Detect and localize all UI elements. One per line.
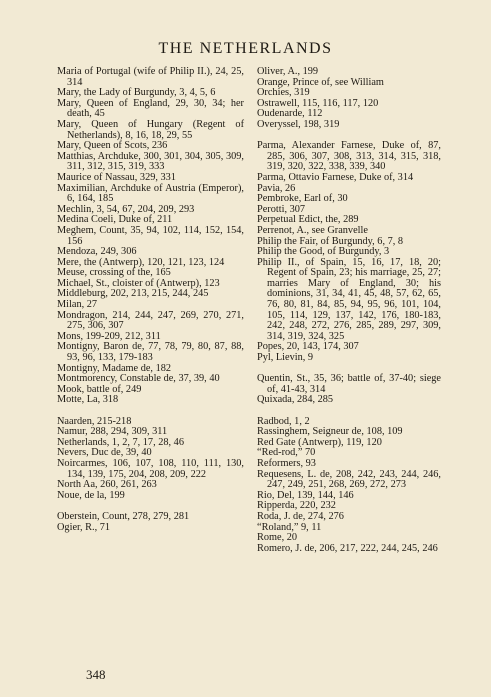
index-entry: Naarden, 215-218 (57, 415, 132, 427)
index-entry: Perpetual Edict, the, 289 (257, 214, 359, 226)
index-entry: Mons, 199-209, 212, 311 (57, 330, 161, 342)
index-entry: Requesens, L. de, 208, 242, 243, 244, 246, 247, 249, 251, 268, 269, 272, 273 (257, 468, 441, 491)
index-column-left (57, 67, 244, 533)
index-entry: “Red-rod,” 70 (257, 447, 316, 459)
index-entry: Philip II., of Spain, 15, 16, 17, 18, 20; Regent of Spain, 23; his marriage, 25, 27; marries Mary of England, 30; his dominions, 31, 34, 41, 45, 48, 57, 62, 65, 76, 80, 81, 84, 85, 94, 95, 96, 101, 104, 105, 114, 129, 137, 142, 176, 180-183, 242, 248, 272, 276, 285, 289, 297, 309, 314, 319, 324, 325 (257, 256, 441, 342)
index-entry: Romero, J. de, 206, 217, 222, 244, 245, 246 (257, 542, 438, 554)
index-entry: “Roland,” 9, 11 (257, 521, 322, 533)
index-entry: Pavia, 26 (257, 182, 296, 194)
index-entry: Maria of Portugal (wife of Philip II.), 24, 25, 314 (57, 66, 244, 88)
index-entry: Montigny, Baron de, 77, 78, 79, 80, 87, 88, 93, 96, 133, 179-183 (57, 341, 244, 364)
index-entry: Milan, 27 (57, 299, 98, 311)
index-entry: Ostrawell, 115, 116, 117, 120 (257, 97, 379, 109)
index-entry: Parma, Alexander Farnese, Duke of, 87, 285, 306, 307, 308, 313, 314, 315, 318, 319, 320, 322, 338, 339, 340 (257, 140, 441, 173)
index-entry: Nevers, Duc de, 39, 40 (57, 447, 152, 459)
index-entry: Mendoza, 249, 306 (57, 246, 137, 258)
index-entry: Red Gate (Antwerp), 119, 120 (257, 436, 382, 448)
index-entry: Orchies, 319 (257, 87, 310, 99)
index-entry: Mary, Queen of Scots, 236 (57, 140, 168, 152)
index-entry: Oberstein, Count, 278, 279, 281 (57, 510, 190, 522)
index-entry: Meghem, Count, 35, 94, 102, 114, 152, 154, 156 (57, 224, 244, 247)
index-entry: Meuse, crossing of the, 165 (57, 267, 171, 279)
index-entry: Ripperda, 220, 232 (257, 500, 336, 512)
index-entry: Rassinghem, Seigneur de, 108, 109 (257, 426, 403, 438)
index-entry: Motte, La, 318 (57, 394, 119, 406)
index-entry: Philip the Good, of Burgundy, 3 (257, 246, 390, 258)
index-entry: Perotti, 307 (257, 203, 306, 215)
index-column-right (257, 67, 441, 554)
index-entry: Montigny, Madame de, 182 (57, 362, 172, 374)
index-entry: Radbod, 1, 2 (257, 415, 310, 427)
index-entry: Overyssel, 198, 319 (257, 118, 340, 130)
index-entry: Rio, Del, 139, 144, 146 (257, 489, 354, 501)
index-entry: Quentin, St., 35, 36; battle of, 37-40; siege of, 41-43, 314 (257, 373, 441, 395)
index-entry: Pembroke, Earl of, 30 (257, 193, 348, 205)
index-entry: Noue, de la, 199 (57, 489, 125, 501)
index-entry: Oliver, A., 199 (257, 66, 319, 77)
index-entry: Quixada, 284, 285 (257, 394, 334, 406)
index-entry: Matthias, Archduke, 300, 301, 304, 305, 309, 311, 312, 315, 319, 333 (57, 150, 244, 173)
index-entry: Rome, 20 (257, 532, 298, 544)
page-title: THE NETHERLANDS (158, 40, 333, 57)
index-entry: Parma, Ottavio Farnese, Duke of, 314 (257, 171, 414, 183)
index-entry: Maximilian, Archduke of Austria (Emperor), 6, 164, 185 (57, 182, 244, 205)
index-entry: Orange, Prince of, see William (257, 76, 384, 88)
index-entry: Middleburg, 202, 213, 215, 244, 245 (57, 288, 209, 300)
index-entry: Mook, battle of, 249 (57, 383, 142, 395)
index-entry: Ogier, R., 71 (57, 521, 111, 533)
index-entry: Mere, the (Antwerp), 120, 121, 123, 124 (57, 256, 225, 268)
index-entry: Namur, 288, 294, 309, 311 (57, 426, 168, 438)
index-entry: Perrenot, A., see Granvelle (257, 224, 368, 236)
index-entry: Pyl, Lievin, 9 (257, 352, 314, 364)
page-number: 348 (86, 667, 106, 682)
index-entry: Mary, Queen of Hungary (Regent of Netherlands), 8, 16, 18, 29, 55 (57, 118, 244, 141)
index-entry: Maurice of Nassau, 329, 331 (57, 171, 176, 183)
index-entry: Michael, St., cloister of (Antwerp), 123 (57, 277, 220, 289)
index-entry: Noircarmes, 106, 107, 108, 110, 111, 130, 134, 139, 175, 204, 208, 209, 222 (57, 457, 244, 480)
index-entry: Mondragon, 214, 244, 247, 269, 270, 271, 275, 306, 307 (57, 309, 244, 332)
index-entry: Montmorency, Constable de, 37, 39, 40 (57, 373, 220, 385)
index-entry: Reformers, 93 (257, 457, 316, 469)
index-entry: Medina Coeli, Duke of, 211 (57, 214, 173, 226)
index-entry: Oudenarde, 112 (257, 108, 323, 120)
index-entry: Mechlin, 3, 54, 67, 204, 209, 293 (57, 203, 195, 215)
index-entry: Philip the Fair, of Burgundy, 6, 7, 8 (257, 235, 404, 247)
index-entry: North Aa, 260, 261, 263 (57, 479, 157, 491)
index-entry: Popes, 20, 143, 174, 307 (257, 341, 359, 353)
index-entry: Roda, J. de, 274, 276 (257, 510, 344, 522)
index-entry: Netherlands, 1, 2, 7, 17, 28, 46 (57, 436, 184, 448)
index-entry: Mary, the Lady of Burgundy, 3, 4, 5, 6 (57, 87, 216, 99)
index-entry: Mary, Queen of England, 29, 30, 34; her death, 45 (57, 97, 244, 120)
